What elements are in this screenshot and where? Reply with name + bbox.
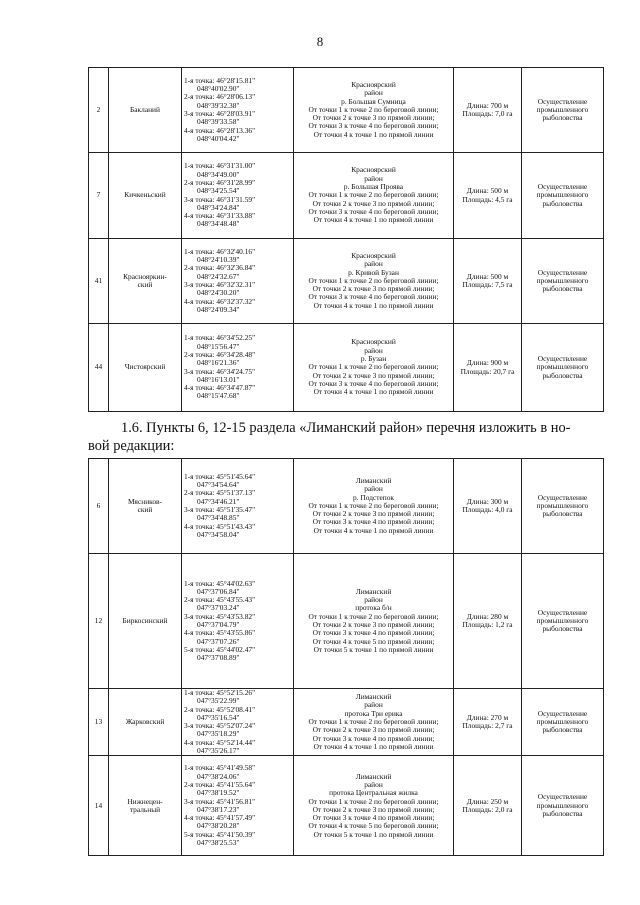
coordinate-line: 3-я точка: 46°32'32.31" bbox=[184, 280, 256, 289]
size-line: Площадь: 2,0 га bbox=[462, 804, 513, 814]
coordinate-line: 047°35'22.99" bbox=[197, 696, 240, 706]
size-line: Длина: 700 м bbox=[466, 100, 509, 110]
coordinate-line: 047°38'17.23" bbox=[197, 804, 240, 814]
site-name-line: Бакланий bbox=[130, 104, 160, 114]
description-line: От точки 2 к точке 3 по прямой линии; bbox=[312, 509, 435, 519]
purpose-line: рыболовства bbox=[542, 725, 583, 735]
site-size bbox=[454, 68, 522, 153]
description-line: От точки 4 к точке 1 по прямой линии bbox=[313, 741, 434, 751]
purpose-line: промышленного bbox=[536, 800, 589, 810]
description-line: От точки 3 к точке 4 по береговой линии; bbox=[308, 121, 439, 131]
site-name-line: ский bbox=[137, 280, 153, 289]
coordinate-line: 3-я точка: 45°52'07.24" bbox=[184, 721, 256, 731]
purpose-line: промышленного bbox=[536, 190, 589, 200]
description-line: От точки 4 к точке 1 по прямой линии bbox=[313, 215, 434, 225]
row-number: 44 bbox=[89, 324, 109, 412]
coordinate-line: 1-я точка: 45°51'45.64" bbox=[184, 471, 256, 481]
coordinate-line: 048°15'47.68" bbox=[197, 391, 240, 401]
size-line: Площадь: 7,0 га bbox=[462, 109, 513, 118]
coordinate-line: 4-я точка: 45°51'43.43" bbox=[184, 521, 256, 531]
purpose-line: Осуществление bbox=[537, 354, 588, 364]
coordinate-line: 2-я точка: 46°34'28.48" bbox=[184, 349, 256, 359]
site-purpose bbox=[522, 689, 604, 756]
coordinate-line: 5-я точка: 45°44'02.47" bbox=[184, 644, 256, 654]
purpose-line: промышленного bbox=[536, 275, 589, 285]
site-size bbox=[454, 239, 522, 324]
description-line: От точки 5 к точке 1 по прямой линии bbox=[313, 644, 434, 654]
description-line: р. Бузан bbox=[360, 354, 387, 364]
description-line: Лиманский bbox=[355, 586, 392, 596]
table-row bbox=[89, 324, 604, 412]
site-name bbox=[109, 756, 182, 856]
site-name bbox=[109, 554, 182, 689]
row-number: 41 bbox=[89, 239, 109, 324]
coordinate-line: 2-я точка: 45°51'37.13" bbox=[184, 488, 256, 498]
coordinate-line: 4-я точка: 46°28'13.36" bbox=[184, 125, 256, 135]
size-line: Длина: 300 м bbox=[466, 496, 509, 506]
description-line: район bbox=[364, 259, 383, 269]
description-line: От точки 1 к точке 2 по береговой линии; bbox=[308, 796, 439, 806]
coordinate-line: 048°34'48.48" bbox=[197, 219, 240, 229]
coordinate-line: 048°16'13.01" bbox=[197, 374, 240, 384]
site-purpose bbox=[522, 239, 604, 324]
site-size bbox=[454, 689, 522, 756]
size-line: Длина: 900 м bbox=[466, 358, 509, 368]
coordinate-line: 3-я точка: 46°28'03.91" bbox=[184, 109, 256, 118]
description-line: От точки 2 к точке 3 по прямой линии; bbox=[312, 804, 435, 814]
site-name bbox=[109, 239, 182, 324]
coordinate-line: 1-я точка: 46°28'15.81" bbox=[184, 75, 256, 85]
purpose-line: рыболовства bbox=[542, 113, 583, 123]
coordinate-line: 2-я точка: 45°41'55.64" bbox=[184, 779, 256, 789]
description-line: От точки 4 к точке 1 по прямой линии bbox=[313, 525, 434, 535]
description-line: Красноярский bbox=[351, 79, 396, 89]
description-line: От точки 3 к точке 4 по прямой линии; bbox=[312, 733, 435, 743]
purpose-line: Осуществление bbox=[537, 267, 588, 277]
coordinate-line: 3-я точка: 45°41'56.81" bbox=[184, 796, 256, 806]
coordinate-line: 4-я точка: 45°52'14.44" bbox=[184, 737, 256, 747]
coordinate-line: 048°24'10.39" bbox=[197, 255, 240, 265]
coordinate-line: 047°34'46.21" bbox=[197, 496, 240, 506]
table-row bbox=[89, 554, 604, 689]
coordinate-line: 048°40'04.42" bbox=[197, 133, 240, 143]
purpose-line: Осуществление bbox=[537, 708, 588, 718]
row-number: 14 bbox=[89, 756, 109, 856]
row-number: 13 bbox=[89, 689, 109, 756]
fishing-sites-table-limansky bbox=[88, 458, 604, 856]
fishing-sites-table-krasnoyarsky bbox=[88, 67, 604, 412]
site-name bbox=[109, 459, 182, 554]
site-name bbox=[109, 324, 182, 412]
coordinate-line: 047°35'18.29" bbox=[197, 729, 240, 739]
coordinates-cell bbox=[182, 239, 294, 324]
coordinate-line: 047°37'08.89" bbox=[197, 653, 240, 663]
site-name-line: Чистоярский bbox=[124, 362, 166, 372]
description-line: район bbox=[364, 595, 383, 605]
description-line: От точки 2 к точке 3 по прямой линии; bbox=[312, 284, 435, 294]
boundary-description bbox=[294, 239, 454, 324]
row-number: 7 bbox=[89, 153, 109, 239]
coordinate-line: 047°38'19.52" bbox=[197, 788, 240, 798]
description-line: Красноярский bbox=[351, 250, 396, 260]
coordinates-cell bbox=[182, 459, 294, 554]
site-name-line: Кичкеньский bbox=[124, 190, 166, 200]
coordinate-line: 2-я точка: 45°52'08.41" bbox=[184, 704, 256, 714]
coordinate-line: 047°35'16.54" bbox=[197, 712, 240, 722]
site-purpose bbox=[522, 324, 604, 412]
site-name-line: тральный bbox=[129, 804, 161, 814]
size-line: Длина: 500 м bbox=[466, 271, 509, 281]
description-line: От точки 2 к точке 3 по прямой линии; bbox=[312, 370, 435, 380]
boundary-description bbox=[294, 153, 454, 239]
coordinate-line: 048°16'21.36" bbox=[197, 358, 240, 368]
coordinate-line: 047°37'03.24" bbox=[197, 603, 240, 613]
boundary-description bbox=[294, 756, 454, 856]
description-line: От точки 1 к точке 2 по береговой линии; bbox=[308, 500, 439, 510]
site-purpose bbox=[522, 68, 604, 153]
description-line: От точки 3 к точке 4 по прямой линии; bbox=[312, 517, 435, 527]
site-name-line: Краснояркин- bbox=[123, 271, 167, 281]
site-purpose bbox=[522, 756, 604, 856]
heading-line-1: 1.6. Пункты 6, 12-15 раздела «Лиманский район» перечня изложить в но- bbox=[121, 420, 571, 436]
coordinate-line: 4-я точка: 45°43'55.86" bbox=[184, 628, 256, 638]
purpose-line: промышленного bbox=[536, 615, 589, 625]
description-line: протока Центральная жилка bbox=[329, 788, 418, 798]
coordinate-line: 047°35'26.17" bbox=[197, 746, 240, 756]
site-purpose bbox=[522, 459, 604, 554]
coordinates-cell bbox=[182, 554, 294, 689]
description-line: протока б/н bbox=[355, 603, 392, 613]
description-line: От точки 3 к точке 4 по прямой линии; bbox=[312, 628, 435, 638]
size-line: Площадь: 4,0 га bbox=[462, 505, 513, 514]
description-line: От точки 4 к точке 1 по прямой линии bbox=[313, 129, 434, 139]
size-line: Длина: 280 м bbox=[466, 611, 509, 621]
coordinate-line: 3-я точка: 45°43'53.82" bbox=[184, 611, 256, 621]
site-name-line: Биркосинский bbox=[122, 615, 168, 625]
site-purpose bbox=[522, 153, 604, 239]
purpose-line: Осуществление bbox=[537, 792, 588, 802]
description-line: Лиманский bbox=[355, 475, 392, 485]
site-name-line: Мясников- bbox=[127, 496, 163, 506]
description-line: От точки 2 к точке 3 по прямой линии; bbox=[312, 198, 435, 208]
coordinate-line: 2-я точка: 46°32'36.84" bbox=[184, 263, 256, 273]
description-line: район bbox=[364, 779, 383, 789]
site-name-line: Нижнецен- bbox=[127, 796, 163, 806]
coordinate-line: 1-я точка: 45°52'15.26" bbox=[184, 688, 256, 697]
description-line: От точки 4 к точке 5 по береговой линии; bbox=[308, 821, 439, 831]
site-name bbox=[109, 153, 182, 239]
description-line: Красноярский bbox=[351, 337, 396, 347]
site-size bbox=[454, 324, 522, 412]
coordinate-line: 3-я точка: 46°31'31.59" bbox=[184, 194, 256, 204]
site-size bbox=[454, 554, 522, 689]
coordinate-line: 047°37'04.79" bbox=[197, 620, 240, 629]
description-line: От точки 3 к точке 4 по береговой линии; bbox=[308, 206, 439, 216]
boundary-description bbox=[294, 324, 454, 412]
coordinate-line: 048°15'56.47" bbox=[197, 341, 240, 351]
coordinate-line: 047°34'48.85" bbox=[197, 513, 240, 523]
site-name-line: Жарковский bbox=[125, 717, 165, 727]
coordinate-line: 3-я точка: 46°34'24.75" bbox=[184, 366, 256, 376]
coordinate-line: 048°24'32.67" bbox=[197, 271, 240, 281]
boundary-description bbox=[294, 554, 454, 689]
description-line: От точки 3 к точке 4 по береговой линии; bbox=[308, 292, 439, 302]
site-size bbox=[454, 153, 522, 239]
size-line: Площадь: 20,7 га bbox=[460, 366, 515, 376]
table-row bbox=[89, 756, 604, 856]
coordinates-cell bbox=[182, 689, 294, 756]
description-line: От точки 4 к точке 1 по прямой линии bbox=[313, 300, 434, 310]
description-line: район bbox=[364, 173, 383, 183]
coordinate-line: 2-я точка: 45°43'55.43" bbox=[184, 595, 256, 605]
size-line: Площадь: 2,7 га bbox=[462, 721, 513, 731]
coordinate-line: 048°24'09.34" bbox=[197, 304, 240, 314]
description-line: р. Большая Проява bbox=[343, 182, 404, 192]
description-line: протока Три ерика bbox=[344, 708, 403, 718]
coordinates-cell bbox=[182, 68, 294, 153]
site-size bbox=[454, 756, 522, 856]
site-name bbox=[109, 68, 182, 153]
coordinate-line: 048°34'49.00" bbox=[197, 169, 240, 179]
coordinate-line: 048°39'33.58" bbox=[197, 117, 240, 127]
purpose-line: рыболовства bbox=[542, 198, 583, 208]
coordinate-line: 1-я точка: 45°44'02.63" bbox=[184, 578, 256, 588]
coordinate-line: 1-я точка: 46°31'31.00" bbox=[184, 161, 256, 171]
purpose-line: промышленного bbox=[536, 362, 589, 372]
coordinate-line: 048°40'02.90" bbox=[197, 84, 240, 94]
purpose-line: Осуществление bbox=[537, 96, 588, 106]
coordinate-line: 3-я точка: 45°51'35.47" bbox=[184, 505, 256, 514]
coordinate-line: 1-я точка: 46°32'40.16" bbox=[184, 246, 256, 256]
size-line: Площадь: 1,2 га bbox=[462, 620, 513, 629]
row-number: 2 bbox=[89, 68, 109, 153]
site-purpose bbox=[522, 554, 604, 689]
table-row bbox=[89, 68, 604, 153]
coordinate-line: 2-я точка: 46°31'28.99" bbox=[184, 177, 256, 187]
description-line: район bbox=[364, 88, 383, 98]
coordinates-cell bbox=[182, 153, 294, 239]
description-line: От точки 1 к точке 2 по береговой линии; bbox=[308, 104, 439, 114]
row-number: 12 bbox=[89, 554, 109, 689]
coordinate-line: 047°34'54.64" bbox=[197, 480, 240, 490]
purpose-line: промышленного bbox=[536, 500, 589, 510]
coordinate-line: 4-я точка: 45°41'57.49" bbox=[184, 813, 256, 823]
section-heading bbox=[88, 419, 605, 454]
site-name bbox=[109, 689, 182, 756]
table-row bbox=[89, 689, 604, 756]
boundary-description bbox=[294, 68, 454, 153]
coordinate-line: 047°38'25.53" bbox=[197, 838, 240, 848]
description-line: От точки 3 к точке 4 по береговой линии; bbox=[308, 378, 439, 388]
coordinate-line: 048°34'24.84" bbox=[197, 202, 240, 212]
purpose-line: Осуществление bbox=[537, 182, 588, 192]
description-line: От точки 2 к точке 3 по прямой линии; bbox=[312, 725, 435, 735]
table-row bbox=[89, 153, 604, 239]
page-number: 8 bbox=[316, 34, 324, 49]
description-line: Лиманский bbox=[355, 771, 392, 781]
heading-line-2: вой редакции: bbox=[88, 438, 175, 454]
description-line: От точки 1 к точке 2 по береговой линии; bbox=[308, 611, 439, 621]
coordinate-line: 048°24'30.20" bbox=[197, 288, 240, 298]
description-line: От точки 3 к точке 4 по прямой линии; bbox=[312, 813, 435, 823]
coordinate-line: 047°34'58.04" bbox=[197, 529, 240, 539]
coordinate-line: 047°37'07.26" bbox=[197, 636, 240, 646]
description-line: р. Подстепок bbox=[352, 492, 394, 502]
purpose-line: рыболовства bbox=[542, 284, 583, 294]
purpose-line: промышленного bbox=[536, 717, 589, 727]
description-line: От точки 2 к точке 3 по прямой линии; bbox=[312, 620, 435, 629]
coordinates-cell bbox=[182, 324, 294, 412]
purpose-line: рыболовства bbox=[542, 509, 583, 519]
description-line: От точки 1 к точке 2 по береговой линии; bbox=[308, 362, 439, 372]
description-line: р. Большая Сумница bbox=[341, 96, 406, 106]
description-line: район bbox=[364, 484, 383, 494]
boundary-description bbox=[294, 459, 454, 554]
table-row bbox=[89, 239, 604, 324]
row-number: 6 bbox=[89, 459, 109, 554]
coordinate-line: 047°38'20.28" bbox=[197, 821, 240, 831]
coordinates-cell bbox=[182, 756, 294, 856]
coordinate-line: 4-я точка: 46°32'37.32" bbox=[184, 296, 256, 306]
description-line: р. Кривой Бузан bbox=[348, 267, 399, 277]
coordinate-line: 1-я точка: 45°41'49.58" bbox=[184, 763, 256, 773]
description-line: район bbox=[364, 700, 383, 710]
coordinate-line: 047°38'24.06" bbox=[197, 771, 240, 781]
size-line: Площадь: 4,5 га bbox=[462, 194, 513, 204]
table-row bbox=[89, 459, 604, 554]
purpose-line: рыболовства bbox=[542, 809, 583, 819]
coordinate-line: 2-я точка: 46°28'06.13" bbox=[184, 92, 256, 102]
size-line: Длина: 500 м bbox=[466, 186, 509, 196]
coordinate-line: 048°39'32.38" bbox=[197, 100, 240, 110]
size-line: Площадь: 7,5 га bbox=[462, 280, 513, 289]
coordinate-line: 1-я точка: 46°34'52.25" bbox=[184, 333, 256, 343]
size-line: Длина: 270 м bbox=[466, 712, 509, 722]
description-line: Красноярский bbox=[351, 165, 396, 175]
description-line: От точки 2 к точке 3 по прямой линии; bbox=[312, 113, 435, 123]
site-size bbox=[454, 459, 522, 554]
purpose-line: Осуществление bbox=[537, 492, 588, 502]
purpose-line: рыболовства bbox=[542, 370, 583, 380]
site-name-line: ский bbox=[137, 505, 153, 514]
coordinate-line: 4-я точка: 46°31'33.88" bbox=[184, 211, 256, 221]
coordinate-line: 047°37'06.84" bbox=[197, 586, 240, 596]
coordinate-line: 048°34'25.54" bbox=[197, 186, 240, 196]
purpose-line: промышленного bbox=[536, 104, 589, 114]
description-line: От точки 4 к точке 1 по прямой линии bbox=[313, 387, 434, 397]
purpose-line: рыболовства bbox=[542, 624, 583, 634]
description-line: От точки 5 к точке 1 по прямой линии bbox=[313, 829, 434, 839]
description-line: Лиманский bbox=[355, 692, 392, 702]
description-line: От точки 4 к точке 5 по прямой линии; bbox=[312, 636, 435, 646]
description-line: От точки 1 к точке 2 по береговой линии; bbox=[308, 275, 439, 285]
size-line: Длина: 250 м bbox=[466, 796, 509, 806]
description-line: От точки 1 к точке 2 по береговой линии; bbox=[308, 190, 439, 200]
boundary-description bbox=[294, 689, 454, 756]
coordinate-line: 4-я точка: 46°34'47.87" bbox=[184, 383, 256, 393]
description-line: От точки 1 к точке 2 по береговой линии; bbox=[308, 717, 439, 727]
purpose-line: Осуществление bbox=[537, 607, 588, 617]
description-line: район bbox=[364, 345, 383, 355]
coordinate-line: 5-я точка: 45°41'50.39" bbox=[184, 829, 256, 839]
